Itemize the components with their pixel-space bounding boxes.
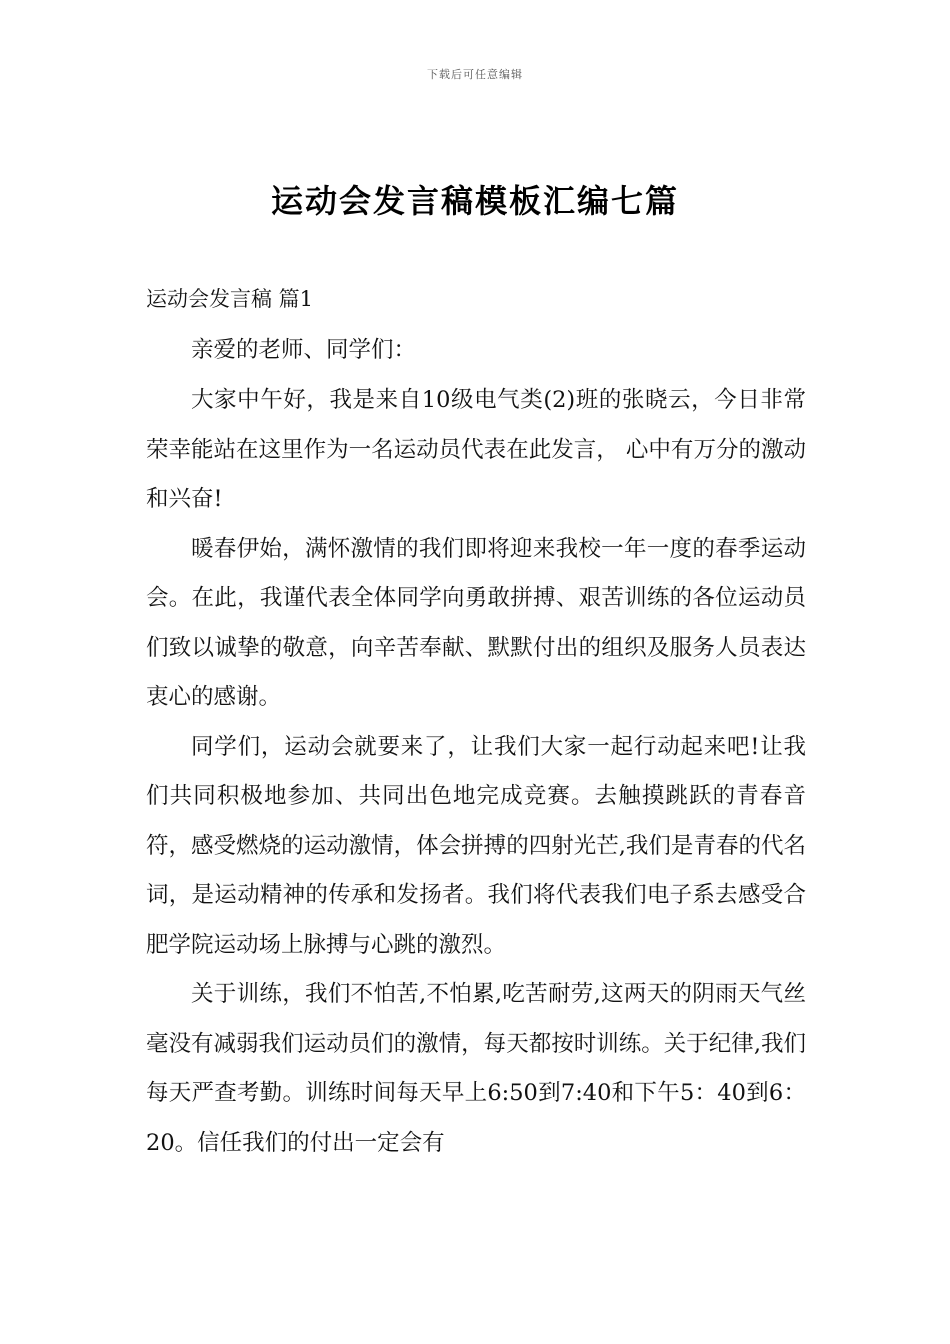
- body-paragraph-3: 同学们，运动会就要来了，让我们大家一起行动起来吧!让我们共同积极地参加、共同出色地完成竞赛。去触摸跳跃的青春音符，感受燃烧的运动激情，体会拼搏的四射光芒,我们是青春的代名词，是运动精神的传承和发扬者。我们将代表我们电子系去感受合肥学院运动场上脉搏与心跳的激烈。: [146, 733, 806, 958]
- section-heading: 运动会发言稿 篇1: [146, 287, 314, 311]
- document-body: [146, 282, 806, 1168]
- body-paragraph-1: 大家中午好，我是来自10级电气类(2)班的张晓云，今日非常荣幸能站在这里作为一名运动员代表在此发言， 心中有万分的激动和兴奋!: [146, 387, 806, 512]
- body-paragraph-2: 暖春伊始，满怀激情的我们即将迎来我校一年一度的春季运动会。在此，我谨代表全体同学向勇敢拼搏、艰苦训练的各位运动员们致以诚挚的敬意，向辛苦奉献、默默付出的组织及服务人员表达衷心的感谢。: [146, 535, 806, 710]
- document-title: 运动会发言稿模板汇编七篇: [270, 182, 679, 220]
- body-paragraph-4: 关于训练，我们不怕苦,不怕累,吃苦耐劳,这两天的阴雨天气丝毫没有减弱我们运动员们的激情，每天都按时训练。关于纪律,我们每天严查考勤。训练时间每天早上6:50到7:40和下午5：40到6：20。信任我们的付出一定会有: [146, 981, 806, 1156]
- greeting-paragraph: 亲爱的老师、同学们：: [191, 337, 417, 363]
- page-header-note: 下载后可任意编辑: [427, 68, 523, 81]
